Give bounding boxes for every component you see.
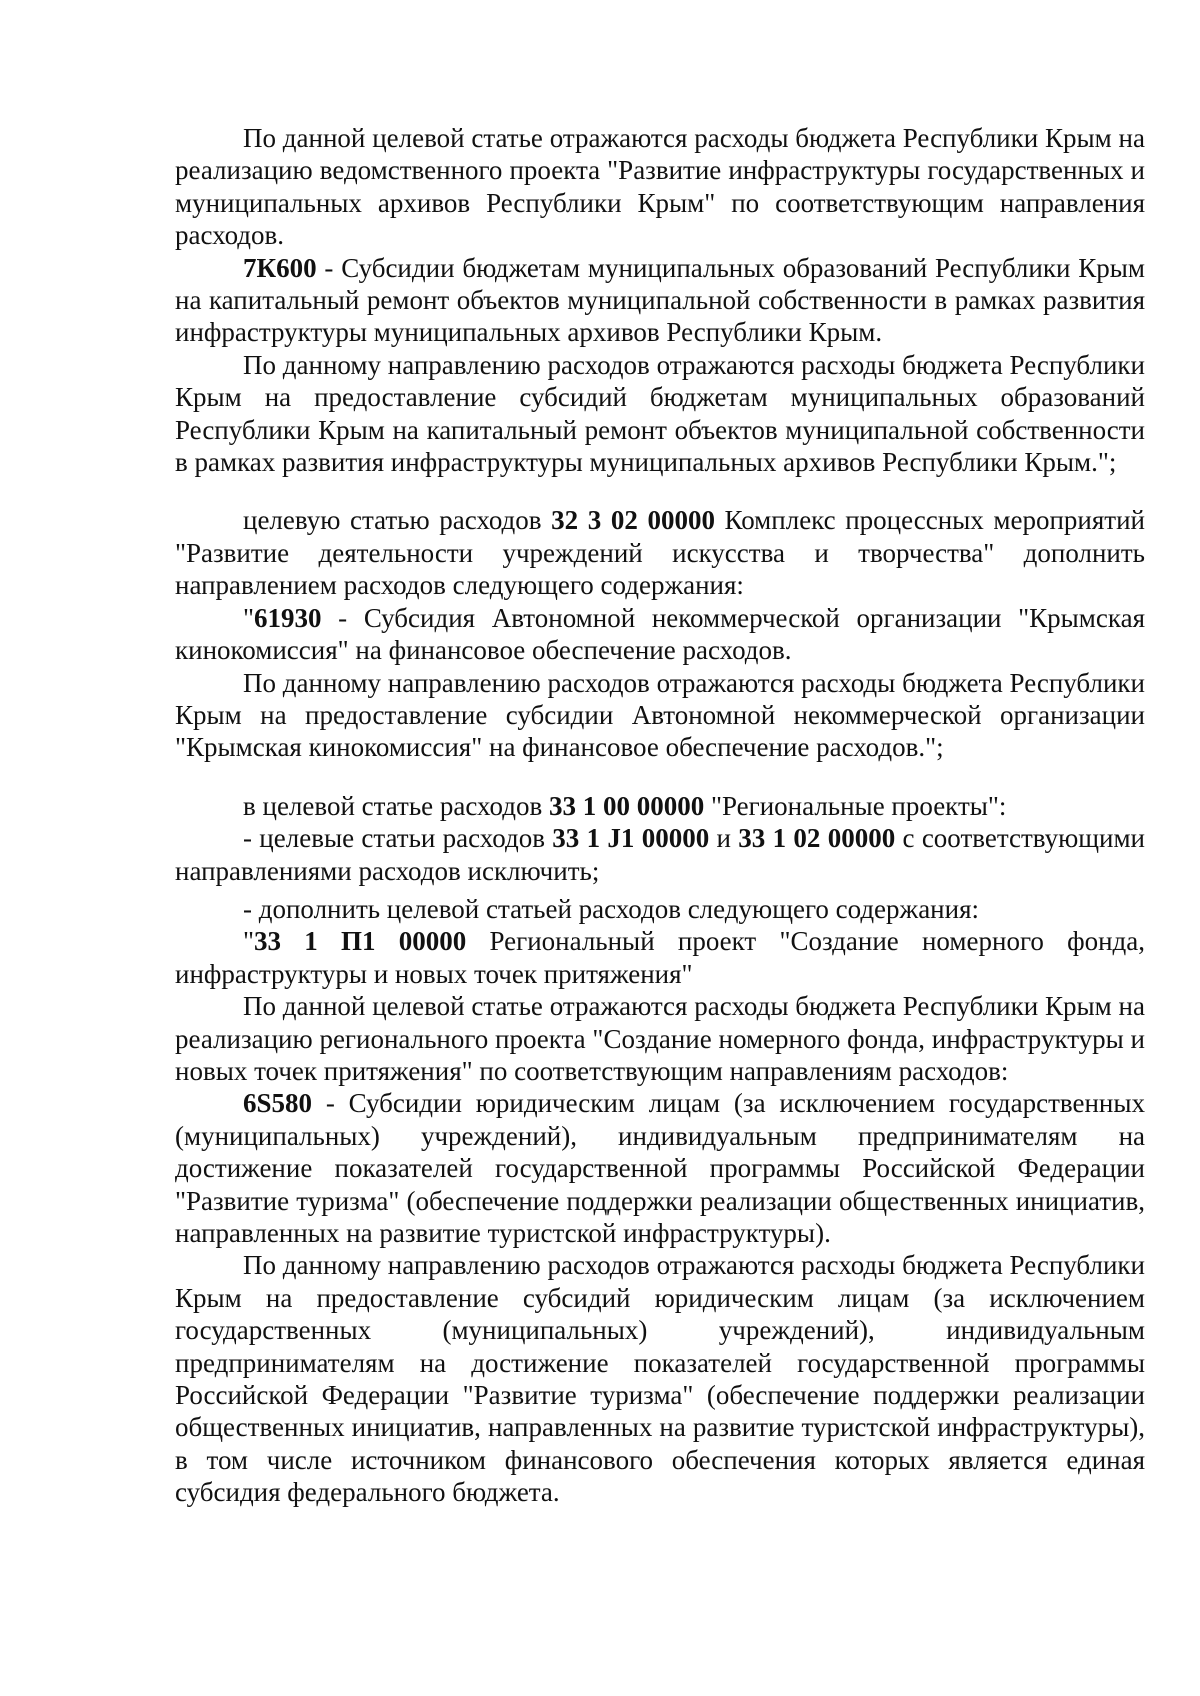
- paragraph-exclude-articles: [175, 822, 1145, 887]
- paragraph-6s580-description: [175, 1249, 1145, 1508]
- paragraph-text: По данному направлению расходов отражаются расходы бюджета Республики Крым на предоставление субсидий юридическим лицам (за исключением государственных (муниципальных) учреждений), индивидуальным предпринимателям на достижение показателей государственной программы Российской Федерации "Развитие туризма" (обеспечение поддержки реализации общественных инициатив, направленных на развитие туристской инфраструктуры), в том числе источником финансового обеспечения которых является единая субсидия федерального бюджета.: [175, 1250, 1145, 1508]
- expense-code: 33 1 П1 00000: [254, 926, 467, 957]
- paragraph-7k600-description: [175, 349, 1145, 479]
- expense-code: 33 1 J1 00000: [552, 823, 710, 854]
- expense-code: 33 1 02 00000: [738, 823, 896, 854]
- document-page: [175, 122, 1145, 1509]
- paragraph-prefix: в целевой статье расходов: [243, 790, 549, 821]
- paragraph-7k600: [175, 252, 1145, 349]
- paragraph-text: По данной целевой статье отражаются расходы бюджета Республики Крым на реализацию регионального проекта "Создание номерного фонда, инфраструктуры и новых точек притяжения" по соответствующим направлениям расходов:: [175, 991, 1145, 1086]
- paragraph-text: "Региональные проекты":: [704, 790, 1007, 821]
- expense-code: 32 3 02 00000: [551, 505, 715, 536]
- paragraph-text: - Субсидия Автономной некоммерческой организации "Крымская кинокомиссия" на финансовое обеспечение расходов.: [175, 602, 1145, 666]
- paragraph-6s580: [175, 1087, 1145, 1249]
- paragraph-text: Комплекс процессных мероприятий "Развитие деятельности учреждений искусства и творчества" дополнить направлением расходов следующего содержания:: [175, 505, 1145, 601]
- expense-code: 7К600: [243, 252, 317, 283]
- paragraph-text: По данной целевой статье отражаются расходы бюджета Республики Крым на реализацию ведомственного проекта "Развитие инфраструктуры государственных и муниципальных архивов Республики Крым" по соответствующим направления расходов.: [175, 123, 1145, 251]
- paragraph-regional-project-description: [175, 990, 1145, 1087]
- paragraph-add-article: [175, 893, 1145, 925]
- paragraph-text: По данному направлению расходов отражаются расходы бюджета Республики Крым на предоставление субсидии Автономной некоммерческой организации "Крымская кинокомиссия" на финансовое обеспечение расходов.";: [175, 667, 1145, 763]
- expense-code: 61930: [254, 602, 322, 633]
- paragraph-conjunction: и: [709, 823, 739, 854]
- paragraph-prefix: ": [243, 602, 255, 633]
- paragraph-32-3-02: [175, 504, 1145, 601]
- paragraph-text: Региональный проект "Создание номерного фонда, инфраструктуры и новых точек притяжения": [175, 926, 1145, 989]
- paragraph-text: - дополнить целевой статьей расходов следующего содержания:: [243, 893, 980, 924]
- expense-code: 6S580: [243, 1088, 313, 1119]
- paragraph-33-1-p1: [175, 925, 1145, 990]
- paragraph-archives-article: [175, 122, 1145, 252]
- expense-code: 33 1 00 00000: [548, 790, 705, 821]
- paragraph-prefix: целевую статью расходов: [243, 505, 552, 536]
- paragraph-prefix: - целевые статьи расходов: [243, 823, 553, 854]
- paragraph-text: По данному направлению расходов отражаются расходы бюджета Республики Крым на предоставление субсидий бюджетам муниципальных образований Республики Крым на капитальный ремонт объектов муниципальной собственности в рамках развития инфраструктуры муниципальных архивов Республики Крым.";: [175, 349, 1145, 478]
- paragraph-61930: [175, 602, 1145, 667]
- paragraph-33-1-00: [175, 790, 1145, 822]
- paragraph-text: с соответствующими направлениями расходов исключить;: [175, 823, 1146, 886]
- paragraph-text: - Субсидии бюджетам муниципальных образований Республики Крым на капитальный ремонт объектов муниципальной собственности в рамках развития инфраструктуры муниципальных архивов Республики Крым.: [175, 252, 1145, 348]
- paragraph-61930-description: [175, 667, 1145, 764]
- paragraph-text: - Субсидии юридическим лицам (за исключением государственных (муниципальных) учреждений), индивидуальным предпринимателям на достижение показателей государственной программы Российской Федерации "Развитие туризма" (обеспечение поддержки реализации общественных инициатив, направленных на развитие туристской инфраструктуры).: [175, 1088, 1145, 1248]
- paragraph-prefix: ": [243, 926, 255, 957]
